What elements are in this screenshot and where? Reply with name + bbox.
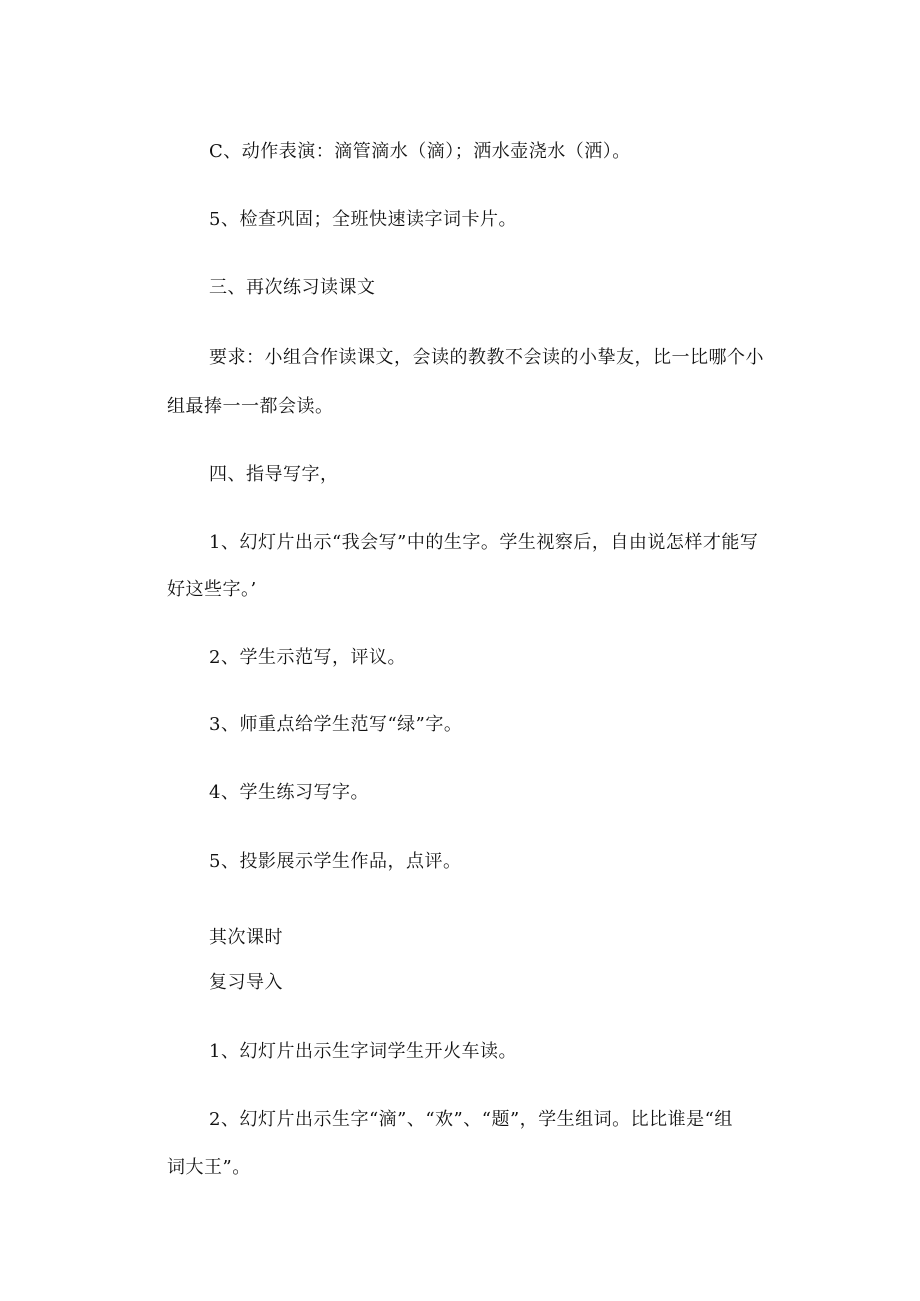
heading-section-three: 三、再次练习读课文 [209,277,376,298]
paragraph-train-reading: 1、幻灯片出示生字词学生开火车读。 [209,1041,517,1062]
paragraph-word-king-line-1: 2、幻灯片出示生字“滴”、“欢”、“题”，学生组词。比比谁是“组 [209,1109,733,1130]
heading-section-four: 四、指导写字， [209,464,339,485]
paragraph-teacher-demo: 3、师重点给学生范写“绿”字。 [209,714,463,735]
paragraph-check-consolidate: 5、检查巩固；全班快速读字词卡片。 [209,209,517,230]
paragraph-action-performance: C、动作表演：滴管滴水（滴）；洒水壶浇水（洒）。 [209,141,631,162]
paragraph-word-king-line-2: 词大王”。 [167,1157,251,1178]
paragraph-slide-writing-line-1: 1、幻灯片出示“我会写”中的生字。学生视察后，自由说怎样才能写 [209,532,759,553]
paragraph-requirement-line-2: 组最捧一一都会读。 [167,396,334,417]
heading-second-lesson: 其次课时 [209,927,283,948]
paragraph-student-demo: 2、学生示范写，评议。 [209,647,406,668]
paragraph-requirement-line-1: 要求：小组合作读课文，会读的教教不会读的小挚友，比一比哪个小 [209,347,764,368]
heading-review-intro: 复习导入 [209,972,283,993]
paragraph-student-practice: 4、学生练习写字。 [209,782,369,803]
paragraph-slide-writing-line-2: 好这些字。’ [167,579,257,600]
paragraph-projection-review: 5、投影展示学生作品，点评。 [209,851,462,872]
